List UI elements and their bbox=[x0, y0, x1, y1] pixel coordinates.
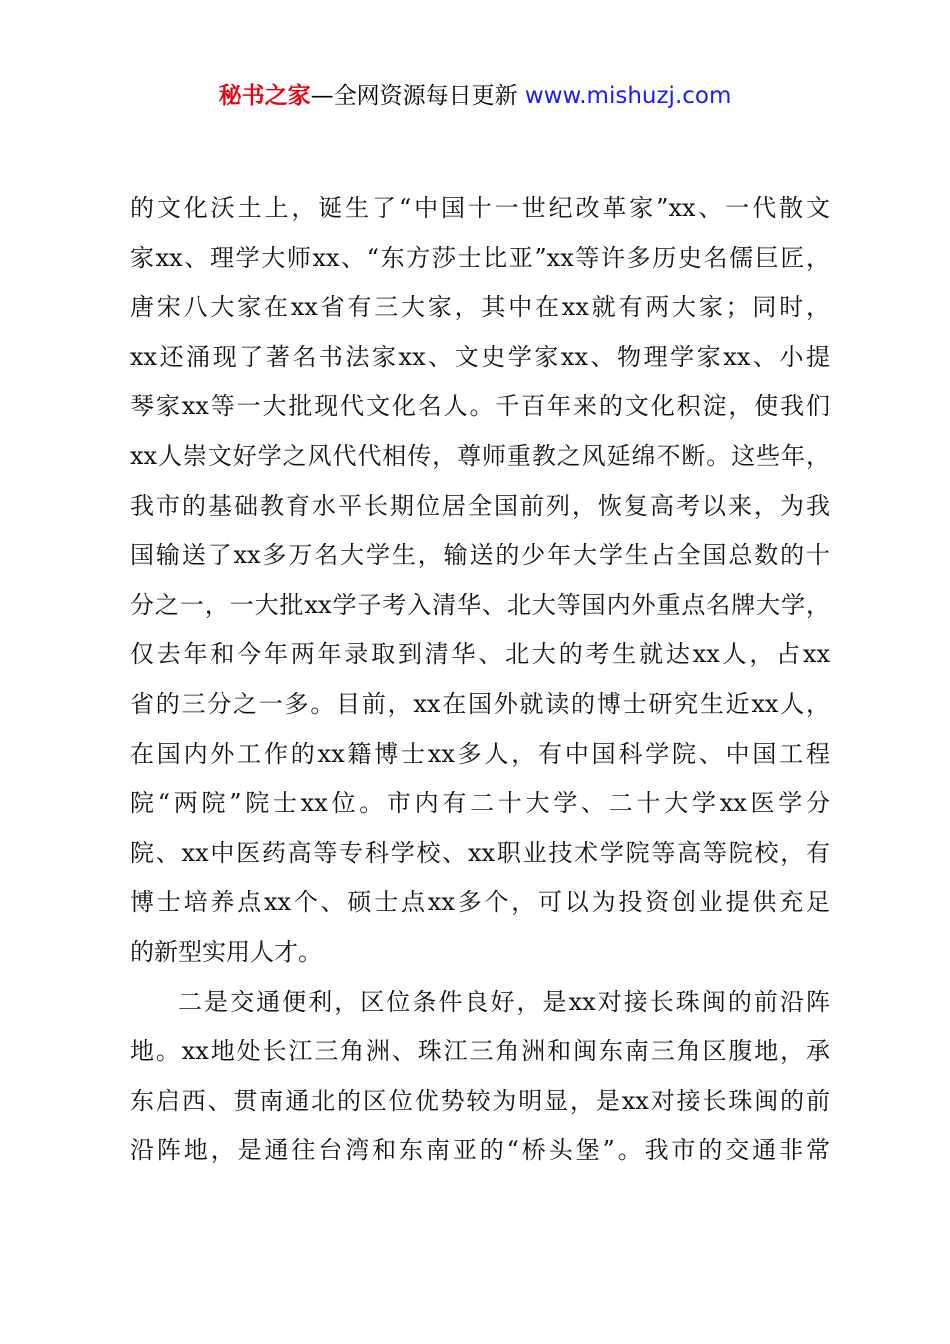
document-body bbox=[130, 184, 830, 1176]
text-line: 唐宋八大家在xx省有三大家，其中在xx就有两大家；同时， bbox=[130, 293, 830, 322]
text-line: xx还涌现了著名书法家xx、文史学家xx、物理学家xx、小提 bbox=[130, 342, 830, 371]
brand-name: 秘书之家 bbox=[218, 83, 311, 109]
text-line: 的新型实用人才。 bbox=[130, 937, 322, 966]
text-line: 沿阵地，是通往台湾和东南亚的“桥头堡”。我市的交通非常 bbox=[130, 1136, 830, 1165]
site-url-link[interactable]: www.mishuzj.com bbox=[524, 83, 732, 109]
text-line: 的文化沃土上，诞生了“中国十一世纪改革家”xx、一代散文 bbox=[130, 194, 830, 222]
text-line: 二是交通便利，区位条件良好，是xx对接长珠闽的前沿阵 bbox=[178, 987, 830, 1016]
text-line: 我市的基础教育水平长期位居全国前列，恢复高考以来，为我 bbox=[130, 491, 830, 520]
text-line: 东启西、贯南通北的区位优势较为明显，是xx对接长珠闽的前 bbox=[130, 1086, 830, 1115]
text-line: 琴家xx等一大批现代文化名人。千百年来的文化积淀，使我们 bbox=[130, 392, 830, 421]
text-line: 院“两院”院士xx位。市内有二十大学、二十大学xx医学分 bbox=[130, 789, 830, 818]
paragraph-2 bbox=[130, 978, 830, 1176]
text-line: xx人崇文好学之风代代相传，尊师重教之风延绵不断。这些年， bbox=[130, 441, 830, 470]
header-slogan: —全网资源每日更新 bbox=[310, 83, 518, 109]
text-line: 省的三分之一多。目前，xx在国外就读的博士研究生近xx人， bbox=[130, 689, 830, 718]
text-line: 院、xx中医药高等专科学校、xx职业技术学院等高等院校，有 bbox=[130, 838, 830, 867]
text-line: 家xx、理学大师xx、“东方莎士比亚”xx等许多历史名儒巨匠， bbox=[130, 243, 830, 272]
text-line: 国输送了xx多万名大学生，输送的少年大学生占全国总数的十 bbox=[130, 541, 830, 570]
paragraph-1 bbox=[130, 184, 830, 978]
text-line: 仅去年和今年两年录取到清华、北大的考生就达xx人，占xx bbox=[130, 640, 830, 669]
text-line: 博士培养点xx个、硕士点xx多个，可以为投资创业提供充足 bbox=[130, 888, 830, 917]
text-line: 在国内外工作的xx籍博士xx多人，有中国科学院、中国工程 bbox=[130, 739, 830, 768]
text-line: 地。xx地处长江三角洲、珠江三角洲和闽东南三角区腹地，承 bbox=[130, 1037, 830, 1066]
site-header bbox=[0, 80, 950, 112]
text-line: 分之一，一大批xx学子考入清华、北大等国内外重点名牌大学， bbox=[130, 590, 830, 619]
